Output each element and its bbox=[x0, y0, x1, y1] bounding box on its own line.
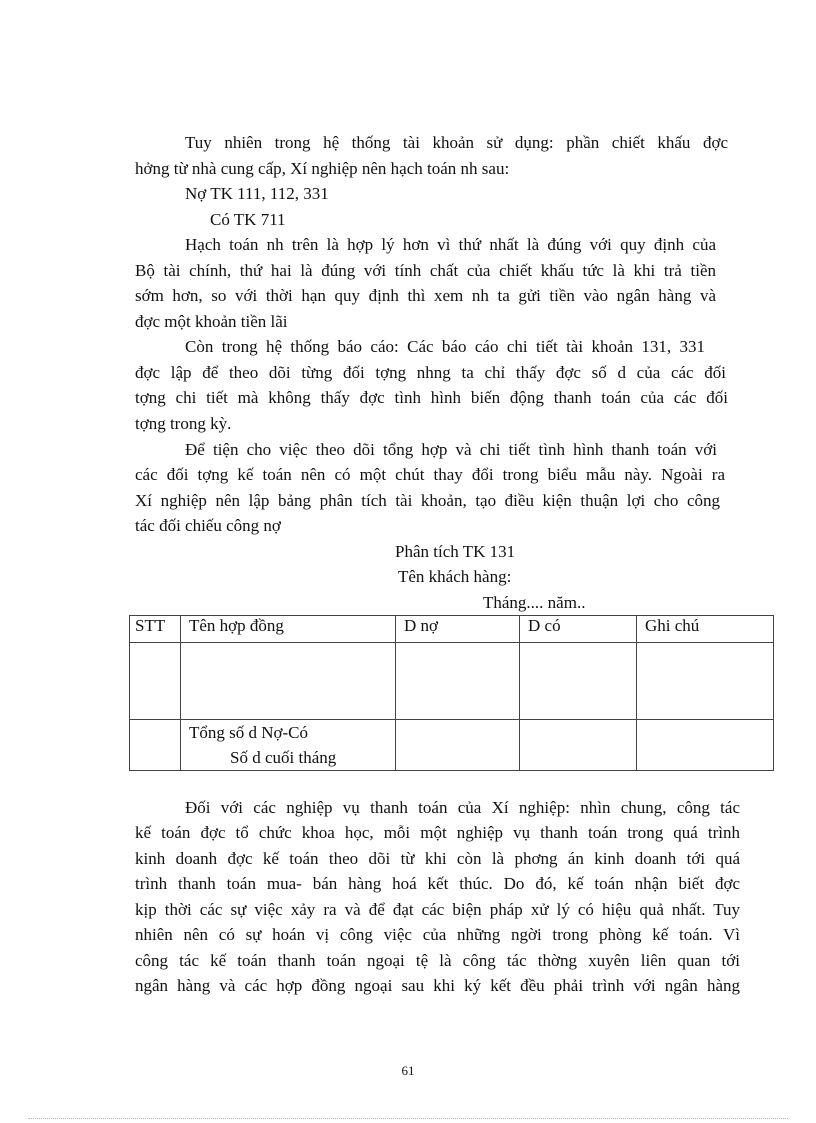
text-line: nhiên nên có sự hoán vị công việc của những ngời trong phòng kế toán. Vì bbox=[135, 925, 740, 944]
text-line: đợc một khoản tiền lãi bbox=[135, 312, 288, 331]
total-label: Tổng số d Nợ-Có bbox=[189, 723, 309, 742]
text-line: trình thanh toán mua- bán hàng hoá kết thúc. Do đó, kế toán nhận biết đợc bbox=[135, 874, 740, 893]
text-line: Còn trong hệ thống báo cáo: Các báo cáo chi tiết tài khoản 131, 331 bbox=[185, 337, 705, 356]
table-cell bbox=[637, 720, 774, 771]
text-line: sớm hơn, so với thời hạn quy định thì xem nh ta gửi tiền vào ngân hàng và bbox=[135, 286, 716, 305]
table-cell bbox=[396, 720, 520, 771]
page-divider bbox=[28, 1118, 788, 1119]
header-credit: D có bbox=[520, 616, 637, 643]
table-cell bbox=[181, 643, 396, 720]
header-stt: STT bbox=[130, 616, 181, 643]
form-title: Phân tích TK 131 bbox=[395, 542, 516, 561]
table-cell bbox=[520, 643, 637, 720]
page-number: 61 bbox=[401, 1063, 415, 1078]
month-label: Tháng.... năm.. bbox=[483, 593, 586, 612]
text-line: đợc lập để theo dõi từng đối tợng nhng ta chỉ thấy đợc số d của các đối bbox=[135, 363, 726, 382]
table-cell bbox=[130, 643, 181, 720]
text-line: tợng trong kỳ. bbox=[135, 414, 232, 433]
text-line: Bộ tài chính, thứ hai là đúng với tính chất của chiết khấu tức là khi trả tiền bbox=[135, 261, 716, 280]
text-line: kịp thời các sự việc xảy ra và để đạt các biện pháp xử lý có hiệu quả nhất. Tuy bbox=[135, 900, 740, 919]
table-total-row bbox=[130, 720, 774, 771]
text-line: Nợ TK 111, 112, 331 bbox=[185, 184, 329, 203]
table-cell bbox=[130, 720, 181, 771]
header-note: Ghi chú bbox=[637, 616, 774, 643]
header-contract-name: Tên hợp đồng bbox=[181, 616, 396, 643]
text-line: kế toán đợc tổ chức khoa học, mỗi một nghiệp vụ thanh toán trong quá trình bbox=[135, 823, 740, 842]
text-line: kinh doanh đợc kế toán theo dõi từ khi còn là phơng án kinh doanh tới quá bbox=[135, 849, 740, 868]
table-cell bbox=[637, 643, 774, 720]
text-line: công tác kế toán thanh toán ngoại tệ là công tác thờng xuyên liên quan tới bbox=[135, 951, 740, 970]
text-line: Để tiện cho việc theo dõi tổng hợp và chi tiết tình hình thanh toán với bbox=[185, 440, 717, 459]
text-line: các đối tợng kế toán nên có một chút thay đổi trong biểu mẫu này. Ngoài ra bbox=[135, 465, 725, 484]
table-cell bbox=[396, 643, 520, 720]
header-debit: D nợ bbox=[396, 616, 520, 643]
customer-label: Tên khách hàng: bbox=[398, 567, 512, 586]
text-line: ngân hàng và các hợp đồng ngoại sau khi ký kết đều phải trình với ngân hàng bbox=[135, 976, 740, 995]
table-header-row bbox=[130, 616, 774, 643]
text-line: Đối với các nghiệp vụ thanh toán của Xí nghiệp: nhìn chung, công tác bbox=[185, 798, 740, 817]
table-cell bbox=[181, 720, 396, 771]
table-row bbox=[130, 643, 774, 720]
text-line: hởng từ nhà cung cấp, Xí nghiệp nên hạch toán nh sau: bbox=[135, 159, 510, 178]
text-line: Hạch toán nh trên là hợp lý hơn vì thứ nhất là đúng với quy định của bbox=[185, 235, 716, 254]
table-cell bbox=[520, 720, 637, 771]
text-line: Xí nghiệp nên lập bảng phân tích tài khoản, tạo điều kiện thuận lợi cho công bbox=[135, 491, 720, 510]
text-line: tợng chi tiết mà không thấy đợc tình hình biến động thanh toán của các đối bbox=[135, 388, 728, 407]
text-line: Tuy nhiên trong hệ thống tài khoản sử dụng: phần chiết khấu đợc bbox=[185, 133, 728, 152]
text-line: Có TK 711 bbox=[210, 210, 286, 229]
account-analysis-table bbox=[129, 615, 774, 771]
end-balance-label: Số d cuối tháng bbox=[230, 748, 337, 767]
text-line: tác đối chiếu công nợ bbox=[135, 516, 281, 535]
